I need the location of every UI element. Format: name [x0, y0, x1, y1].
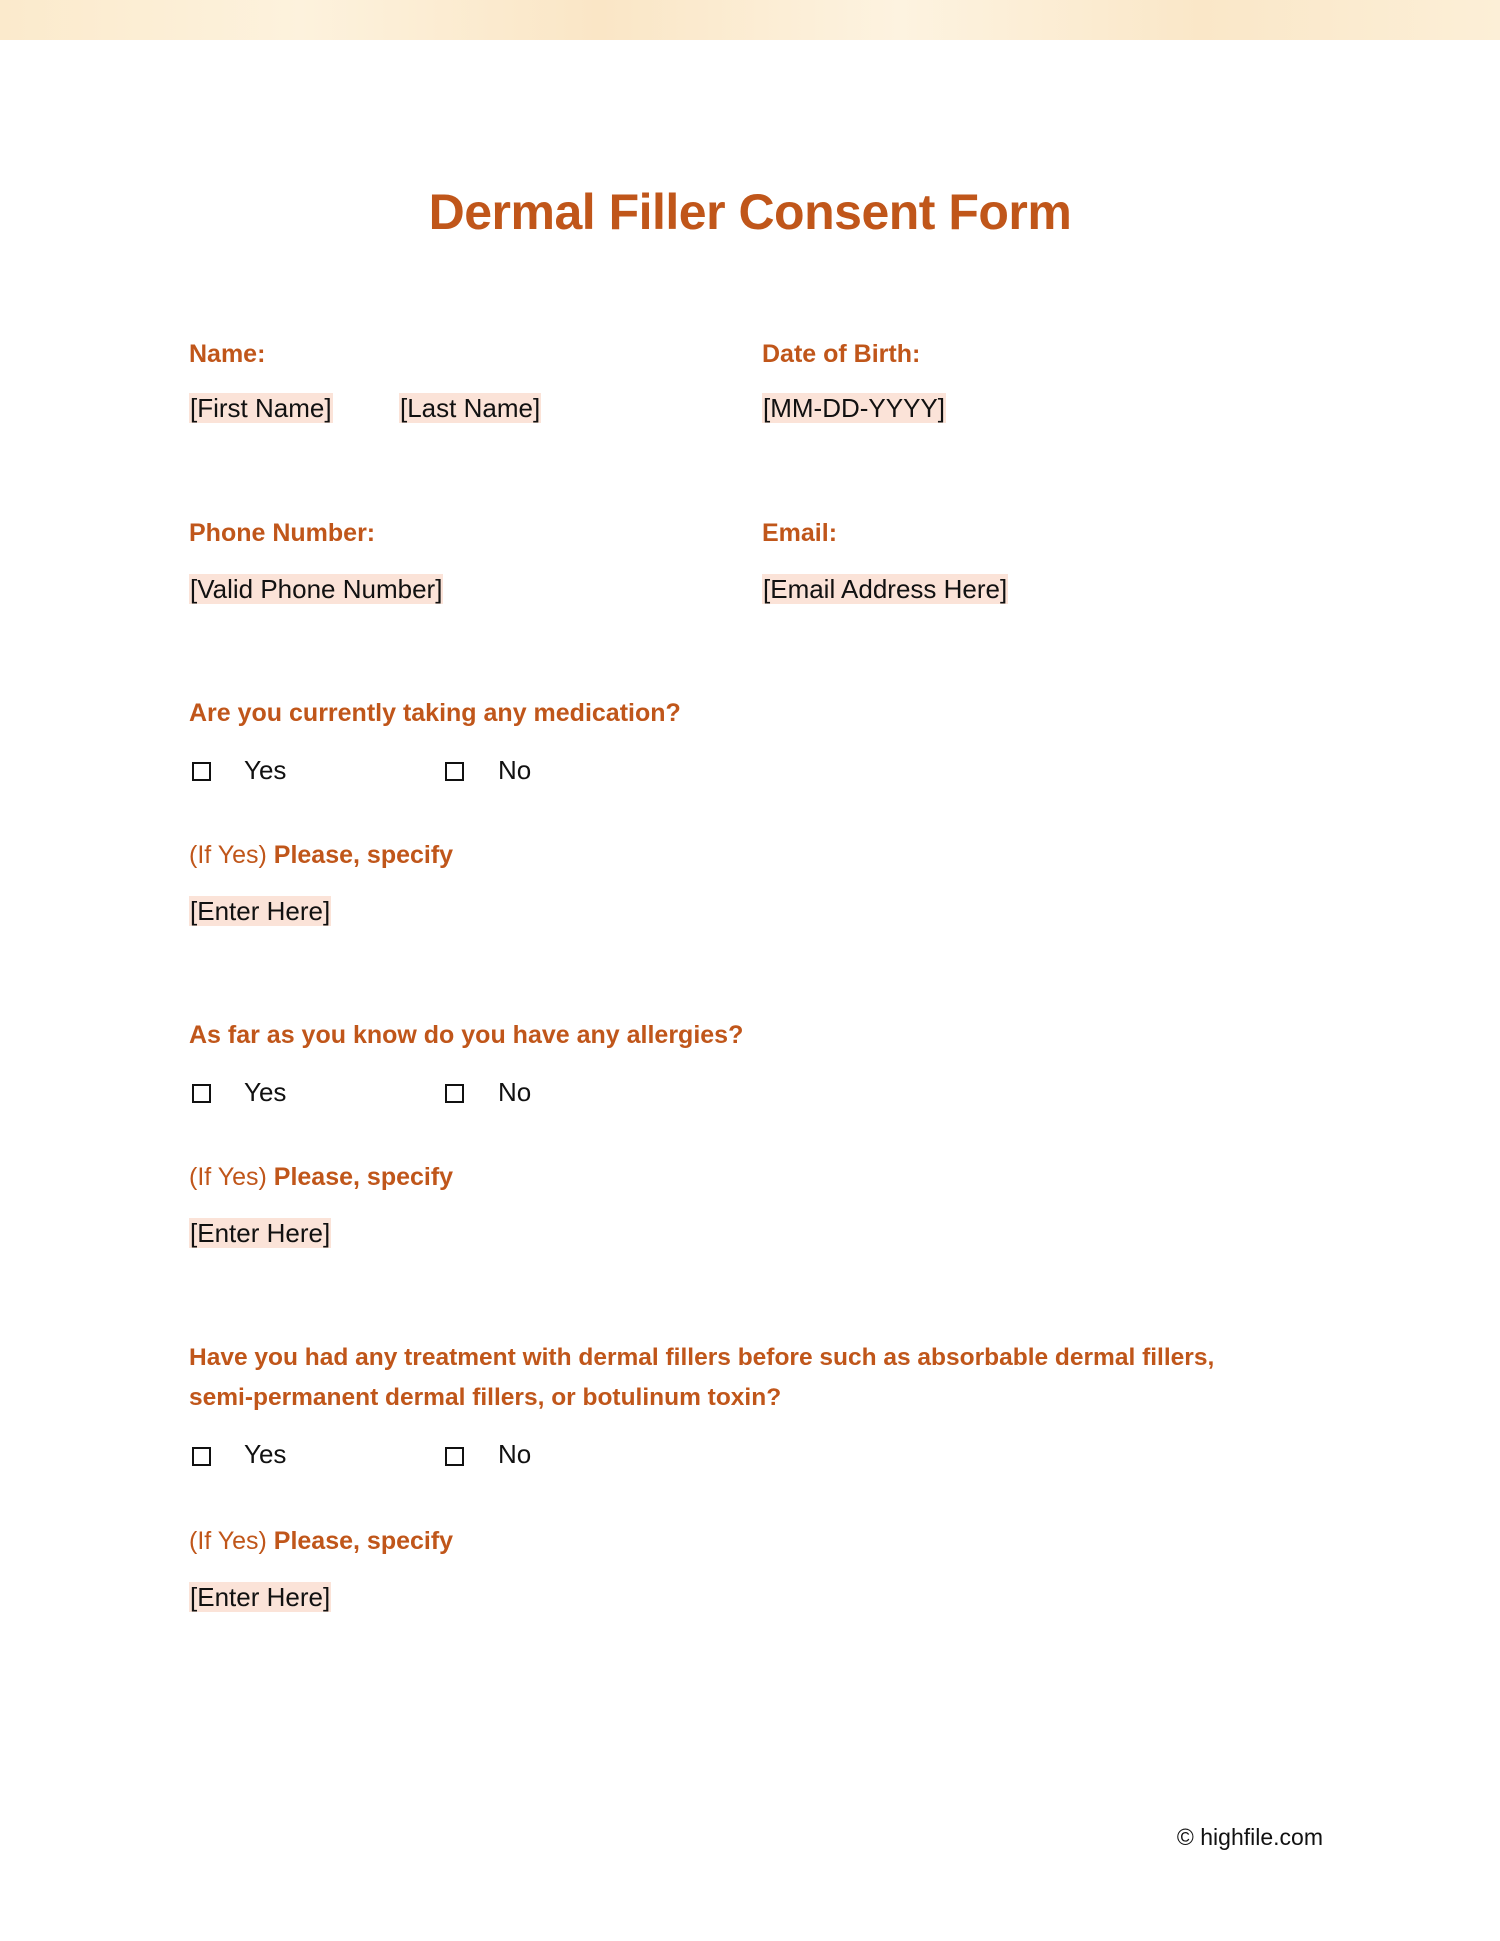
name-label: Name:: [189, 340, 266, 368]
allergies-specify-field[interactable]: [Enter Here]: [190, 1218, 331, 1248]
phone-label: Phone Number:: [189, 519, 376, 547]
fillers-specify-field[interactable]: [Enter Here]: [190, 1582, 331, 1612]
fillers-no-label: No: [498, 1439, 532, 1469]
page-title: Dermal Filler Consent Form: [428, 184, 1072, 240]
fillers-question-line1: Have you had any treatment with dermal fillers before such as absorbable dermal fillers,: [189, 1344, 1215, 1371]
top-banner: [0, 0, 1500, 40]
fillers-question-line2: semi-permanent dermal fillers, or botulinum toxin?: [189, 1384, 782, 1411]
fillers-yes-label: Yes: [244, 1439, 287, 1469]
fillers-yes-checkbox[interactable]: [192, 1447, 211, 1466]
medication-specify-label: (If Yes) Please, specify: [189, 841, 454, 869]
email-field[interactable]: [Email Address Here]: [763, 574, 1008, 604]
medication-yes-label: Yes: [244, 755, 287, 785]
allergies-yes-checkbox[interactable]: [192, 1084, 211, 1103]
allergies-yes-label: Yes: [244, 1077, 287, 1107]
allergies-no-label: No: [498, 1077, 532, 1107]
medication-specify-field[interactable]: [Enter Here]: [190, 896, 331, 926]
allergies-no-checkbox[interactable]: [445, 1084, 464, 1103]
footer-copyright: © highfile.com: [1176, 1824, 1323, 1850]
fillers-no-checkbox[interactable]: [445, 1447, 464, 1466]
medication-question: Are you currently taking any medication?: [189, 699, 681, 727]
medication-no-checkbox[interactable]: [445, 762, 464, 781]
medication-no-label: No: [498, 755, 532, 785]
last-name-field[interactable]: [Last Name]: [400, 393, 541, 423]
fillers-specify-label: (If Yes) Please, specify: [189, 1527, 454, 1555]
dob-label: Date of Birth:: [762, 340, 921, 368]
first-name-field[interactable]: [First Name]: [190, 393, 332, 423]
dob-field[interactable]: [MM-DD-YYYY]: [763, 393, 945, 423]
email-label: Email:: [762, 519, 838, 547]
allergies-specify-label: (If Yes) Please, specify: [189, 1163, 454, 1191]
phone-field[interactable]: [Valid Phone Number]: [190, 574, 443, 604]
allergies-question: As far as you know do you have any allergies?: [189, 1021, 744, 1049]
medication-yes-checkbox[interactable]: [192, 762, 211, 781]
